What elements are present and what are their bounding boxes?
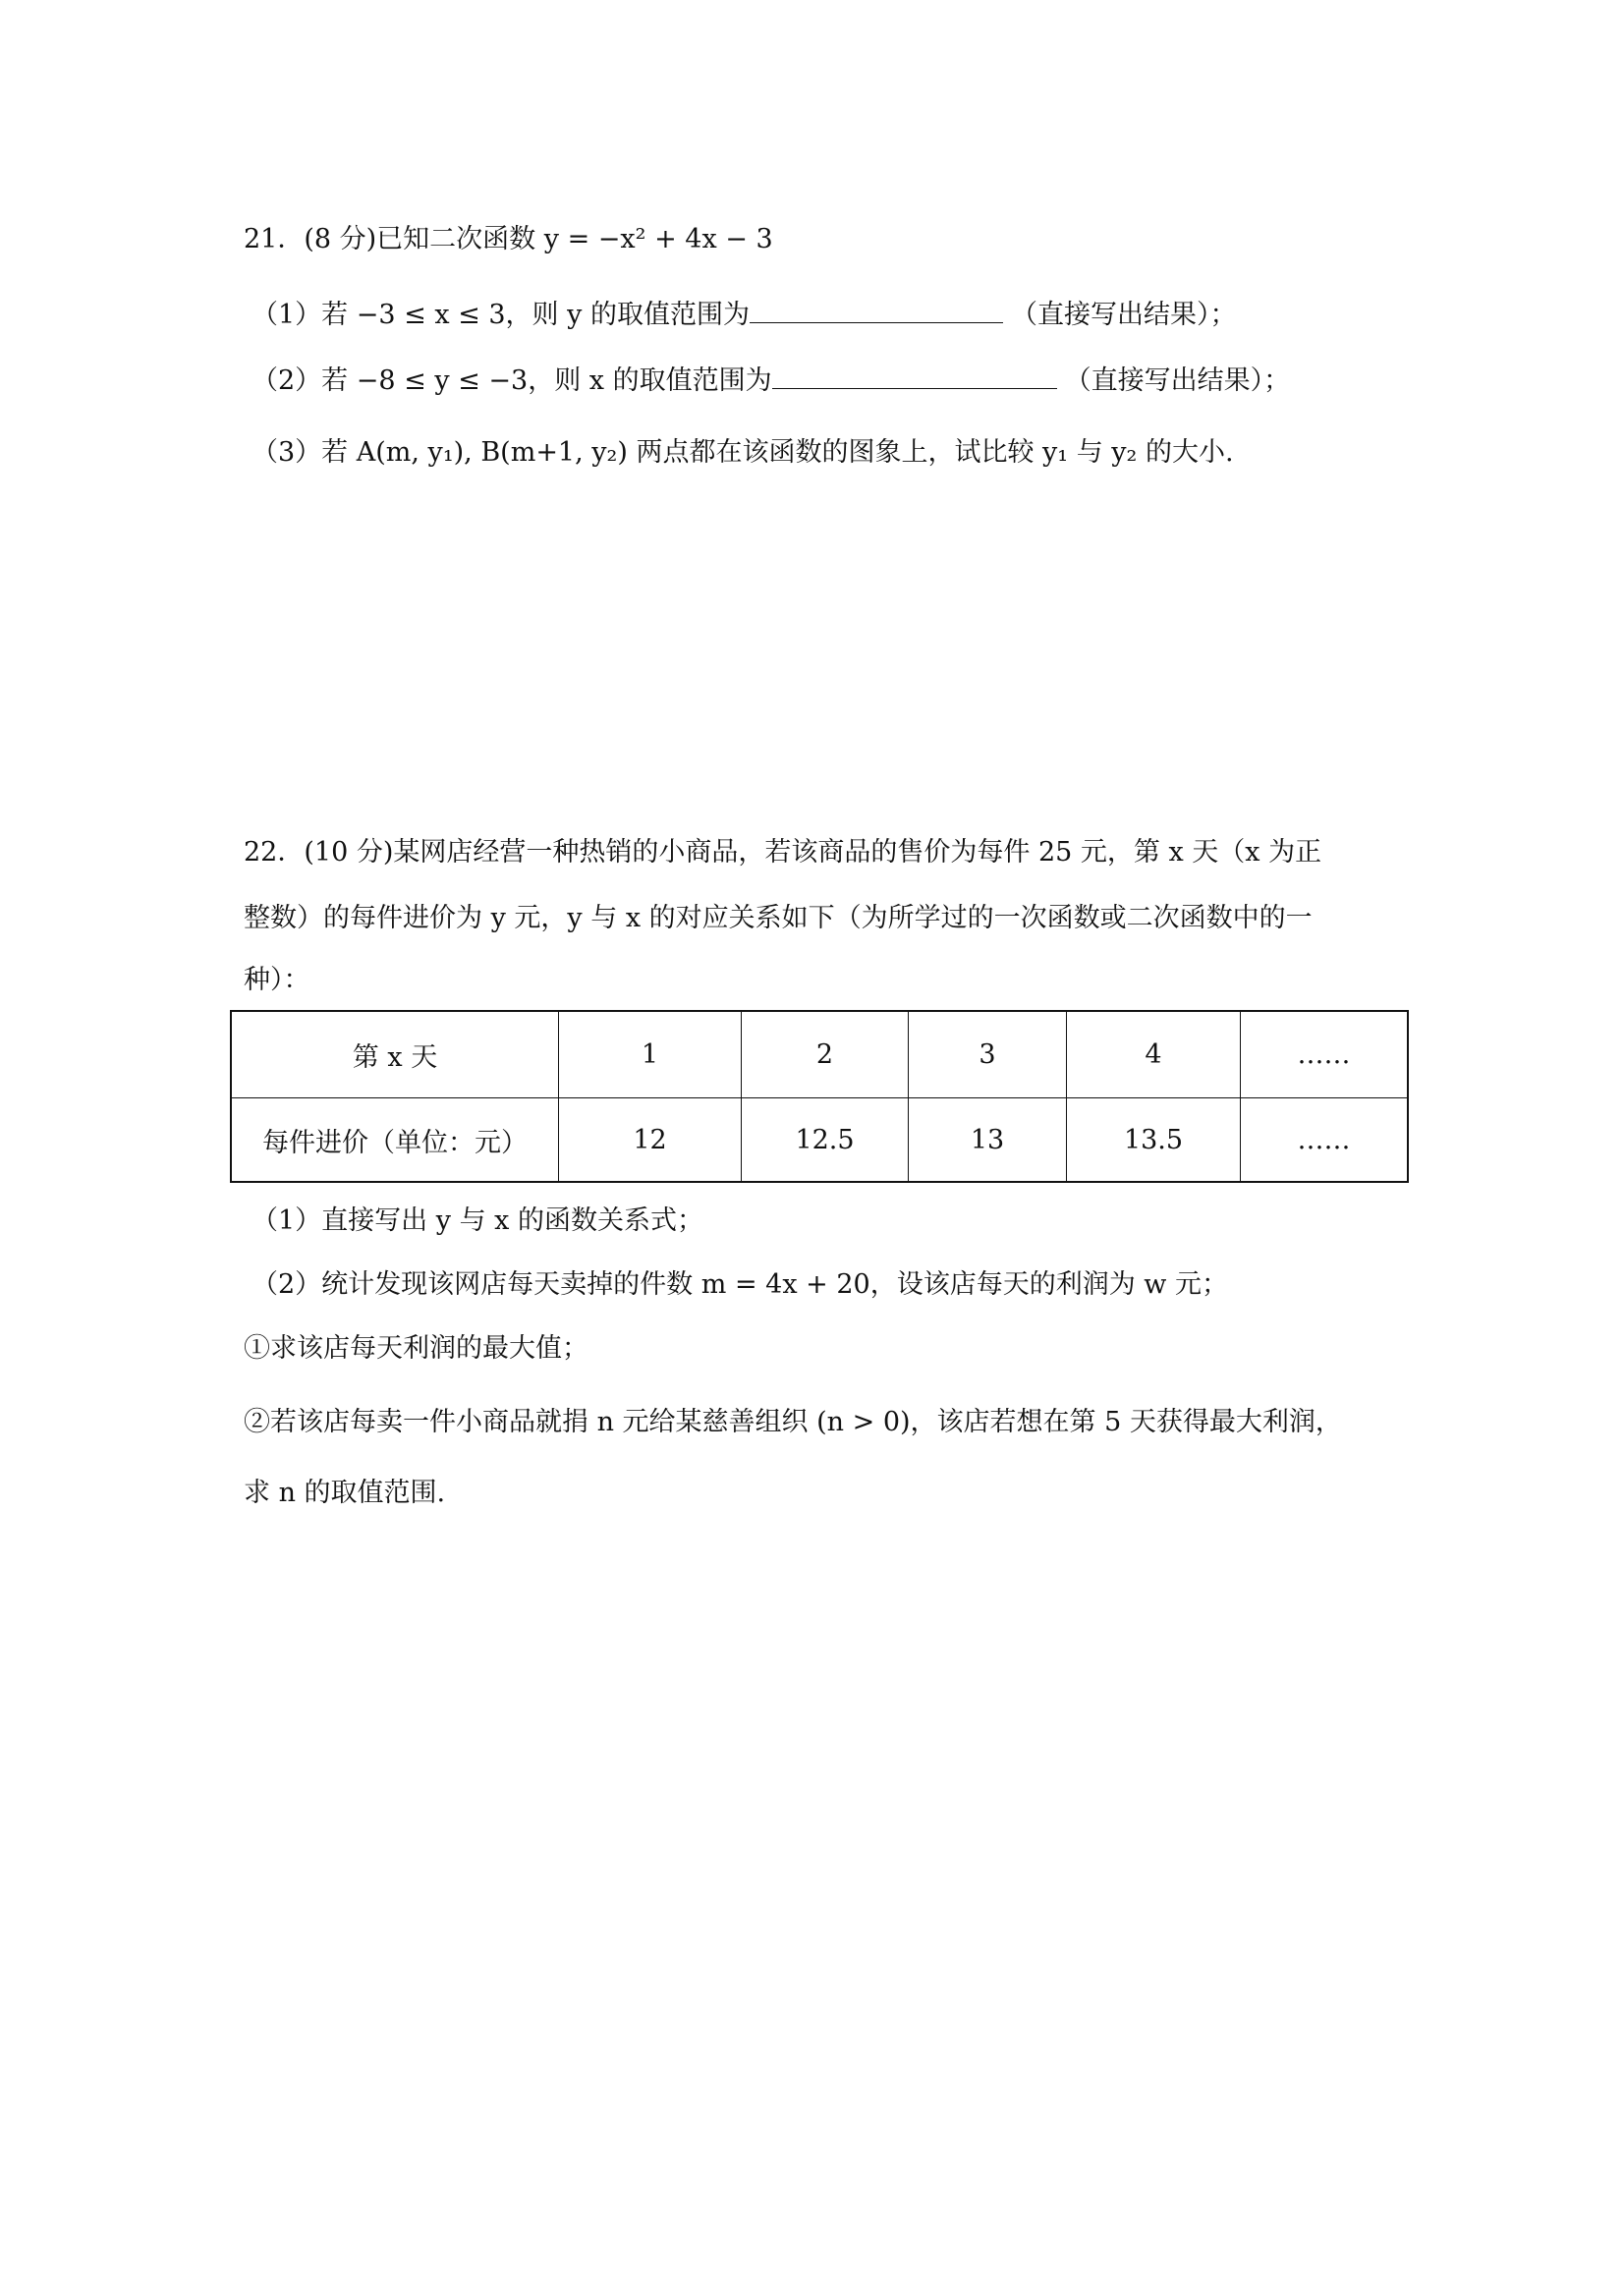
- q22-part2-sub1: ①求该店每天利润的最大值；: [244, 1333, 588, 1364]
- q22-part2-sub2: ②若该店每卖一件小商品就捐 n 元给某慈善组织 (n > 0)，该店若想在第 5 天获得最大利润，: [244, 1407, 1342, 1437]
- table-header-price: 每件进价（单位：元）: [262, 1128, 528, 1158]
- q22-stem-line3: 种）：: [244, 965, 310, 995]
- table-cell: ……: [1240, 1012, 1407, 1097]
- table-cell: 13.5: [1066, 1097, 1240, 1183]
- table-cell: ……: [1240, 1097, 1407, 1183]
- q22-part2-sub2-cont: 求 n 的取值范围.: [244, 1478, 446, 1508]
- q21-part1-text: （1）若 −3 ≤ x ≤ 3，则 y 的取值范围为: [252, 300, 750, 330]
- table-cell: 1: [558, 1012, 741, 1097]
- q21-part1: [252, 297, 1236, 333]
- answer-blank-1[interactable]: [750, 297, 1003, 323]
- q21-part3: （3）若 A(m, y₁), B(m+1, y₂) 两点都在该函数的图象上，试比较 y₁ 与 y₂ 的大小.: [252, 437, 1234, 468]
- q21-stem: 21．(8 分)已知二次函数 y = −x² + 4x − 3: [244, 224, 773, 254]
- table-row: [232, 1012, 1407, 1098]
- table-cell: 12.5: [741, 1097, 908, 1183]
- q22-stem-line1: 22．(10 分)某网店经营一种热销的小商品，若该商品的售价为每件 25 元，第 x 天（x 为正: [244, 837, 1322, 868]
- q21-part2: [252, 363, 1290, 399]
- q22-stem-line2: 整数）的每件进价为 y 元，y 与 x 的对应关系如下（为所学过的一次函数或二次函数中的一: [244, 903, 1313, 933]
- q22-part2: （2）统计发现该网店每天卖掉的件数 m = 4x + 20，设该店每天的利润为 w 元；: [252, 1269, 1228, 1300]
- table-row: [232, 1097, 1407, 1183]
- table-cell: 3: [908, 1012, 1066, 1097]
- q21-part1-note: （直接写出结果）；: [1010, 300, 1237, 330]
- table-cell: 12: [558, 1097, 741, 1183]
- table-cell: 4: [1066, 1012, 1240, 1097]
- q21-part2-note: （直接写出结果）；: [1064, 365, 1291, 396]
- table-cell: 2: [741, 1012, 908, 1097]
- answer-blank-2[interactable]: [772, 363, 1057, 389]
- table-header-day: 第 x 天: [352, 1042, 438, 1073]
- q22-part1: （1）直接写出 y 与 x 的函数关系式；: [252, 1205, 703, 1236]
- table-cell: 13: [908, 1097, 1066, 1183]
- q21-part2-text: （2）若 −8 ≤ y ≤ −3，则 x 的取值范围为: [252, 365, 772, 396]
- price-table: [230, 1010, 1409, 1183]
